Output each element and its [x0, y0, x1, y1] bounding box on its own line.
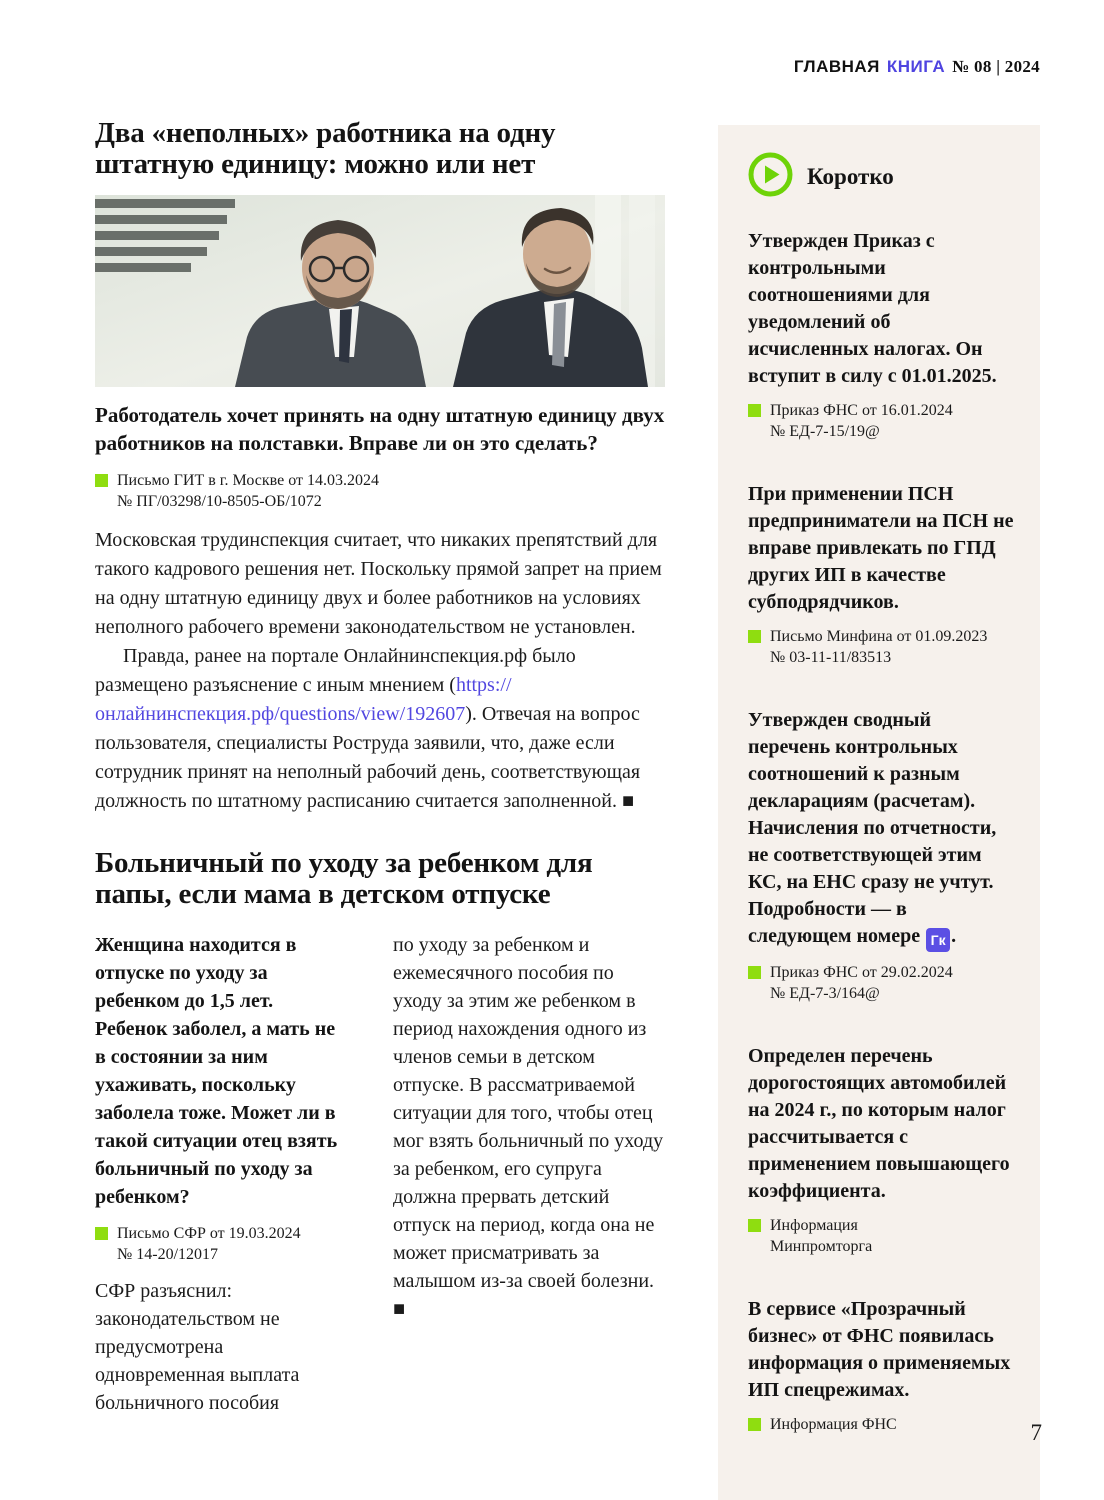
- source-bullet-icon: [748, 1418, 761, 1431]
- article2-column-right: [393, 931, 665, 1417]
- article2-lead: Женщина находится в отпуске по уходу за ребенком до 1,5 лет. Ребенок заболел, а мать не в состоянии за ним ухаживать, поскольку заболела тоже. Может ли в такой ситуации отец взять больничный по уходу за ребенком?: [95, 934, 338, 1208]
- inspection-portal-link[interactable]: https://онлайнинспекция.рф/questions/view/192607: [95, 674, 512, 725]
- news-text-part: .: [951, 925, 957, 947]
- news-source: [748, 962, 1014, 1004]
- sidebar-header: [748, 152, 1014, 202]
- source-bullet-icon: [748, 404, 761, 417]
- article1-paragraph-2: [95, 642, 665, 816]
- source-line: № ЕД-7-3/164@: [770, 985, 880, 1002]
- masthead-issue: № 08 | 2024: [952, 57, 1040, 76]
- source-line: Письмо Минфина от 01.09.2023: [770, 628, 988, 645]
- article1-paragraph-1: Московская трудинспекция считает, что никаких препятствий для такого кадрового решения нет. Поскольку прямой запрет на прием на одну штатную единицу двух и более работников на условиях неполного рабочего времени законодательством не установлен.: [95, 529, 662, 638]
- paragraph-text: Правда, ранее на портале Онлайнинспекция.рф было размещено разъяснение с иным мнением (: [95, 645, 576, 696]
- source-bullet-icon: [748, 966, 761, 979]
- glavkniga-badge-icon: Гк: [926, 928, 950, 952]
- paragraph-text: ). Отвечая на вопрос пользователя, специалисты Роструда заявили, что, даже если сотрудник принят на неполный рабочий день, соответствующая должность по штатному расписанию считается заполненной. ■: [95, 703, 641, 812]
- source-bullet-icon: [95, 474, 108, 487]
- source-line: Приказ ФНС от 29.02.2024: [770, 964, 953, 981]
- article2-title: Больничный по уходу за ребенком для папы, если мама в детском отпуске: [95, 847, 593, 910]
- news-item: [748, 1296, 1014, 1435]
- masthead: [794, 57, 1040, 77]
- news-text: Определен перечень дорогостоящих автомобилей на 2024 г., по которым налог рассчитывается с применением повышающего коэффициента.: [748, 1045, 1010, 1202]
- article2-body-left: СФР разъяснил: законодательством не предусмотрена одновременная выплата больничного пособия: [95, 1280, 300, 1414]
- play-icon: [748, 152, 793, 202]
- article1-title: Два «неполных» работника на одну штатную единицу: можно или нет: [95, 117, 556, 180]
- source-line: Приказ ФНС от 16.01.2024: [770, 402, 953, 419]
- article2-source: [95, 1223, 347, 1265]
- source-line: № 03-11-11/83513: [770, 649, 892, 666]
- article2-body-right: по уходу за ребенком и ежемесячного пособия по уходу за этим же ребенком в период нахождения одного из членов семьи в детском отпуске. В рассматриваемой ситуации для того, чтобы отец мог взять больничный по уходу за ребенком, его супруга должна прервать детский отпуск на период, когда она не может присматривать за малышом из-за своей болезни. ■: [393, 934, 664, 1320]
- news-text: При применении ПСН предприниматели на ПСН не вправе привлекать по ГПД других ИП в качестве субподрядчиков.: [748, 483, 1014, 613]
- article1-source: [95, 470, 665, 512]
- article2-columns: [95, 931, 665, 1417]
- article1-lead: Работодатель хочет принять на одну штатную единицу двух работников на полставки. Вправе ли он это сделать?: [95, 403, 665, 455]
- main-column: [95, 118, 665, 1417]
- news-source: [748, 1215, 1014, 1257]
- news-item: [748, 481, 1014, 668]
- source-bullet-icon: [748, 630, 761, 643]
- article2-column-left: [95, 931, 347, 1417]
- article1-photo: [95, 195, 665, 387]
- source-line: № 14-20/12017: [117, 1246, 219, 1263]
- source-line: Минпромторга: [770, 1238, 873, 1255]
- sidebar-title: Коротко: [807, 164, 894, 189]
- source-line: Письмо СФР от 19.03.2024: [117, 1225, 301, 1242]
- source-bullet-icon: [95, 1227, 108, 1240]
- news-text: Утвержден Приказ с контрольными соотношениями для уведомлений об исчисленных налогах. Он вступит в силу с 01.01.2025.: [748, 230, 997, 387]
- news-source: [748, 400, 1014, 442]
- source-bullet-icon: [748, 1219, 761, 1232]
- source-line: № ЕД-7-15/19@: [770, 423, 880, 440]
- source-line: Информация: [770, 1217, 858, 1234]
- news-text: [748, 707, 1014, 952]
- masthead-name-black: ГЛАВНАЯ: [793, 57, 880, 76]
- news-source: [748, 626, 1014, 668]
- news-item: [748, 228, 1014, 442]
- news-text: В сервисе «Прозрачный бизнес» от ФНС появилась информация о применяемых ИП спецрежимах.: [748, 1298, 1011, 1401]
- source-line: Информация ФНС: [770, 1416, 897, 1433]
- page-number: 7: [1030, 1420, 1042, 1445]
- masthead-name-accent: КНИГА: [886, 57, 946, 76]
- news-sidebar: [718, 125, 1040, 1500]
- news-text-part: Утвержден сводный перечень контрольных соотношений к разным декларациям (расчетам). Начисления по отчетности, не соответствующей этим КС, на ЕНС сразу не учтут. Подробности — в следующем номере: [748, 709, 997, 947]
- news-item: [748, 707, 1014, 1004]
- news-source: [748, 1414, 1014, 1435]
- source-line: Письмо ГИТ в г. Москве от 14.03.2024: [117, 472, 379, 489]
- source-line: № ПГ/03298/10-8505-ОБ/1072: [117, 493, 322, 510]
- news-item: [748, 1043, 1014, 1257]
